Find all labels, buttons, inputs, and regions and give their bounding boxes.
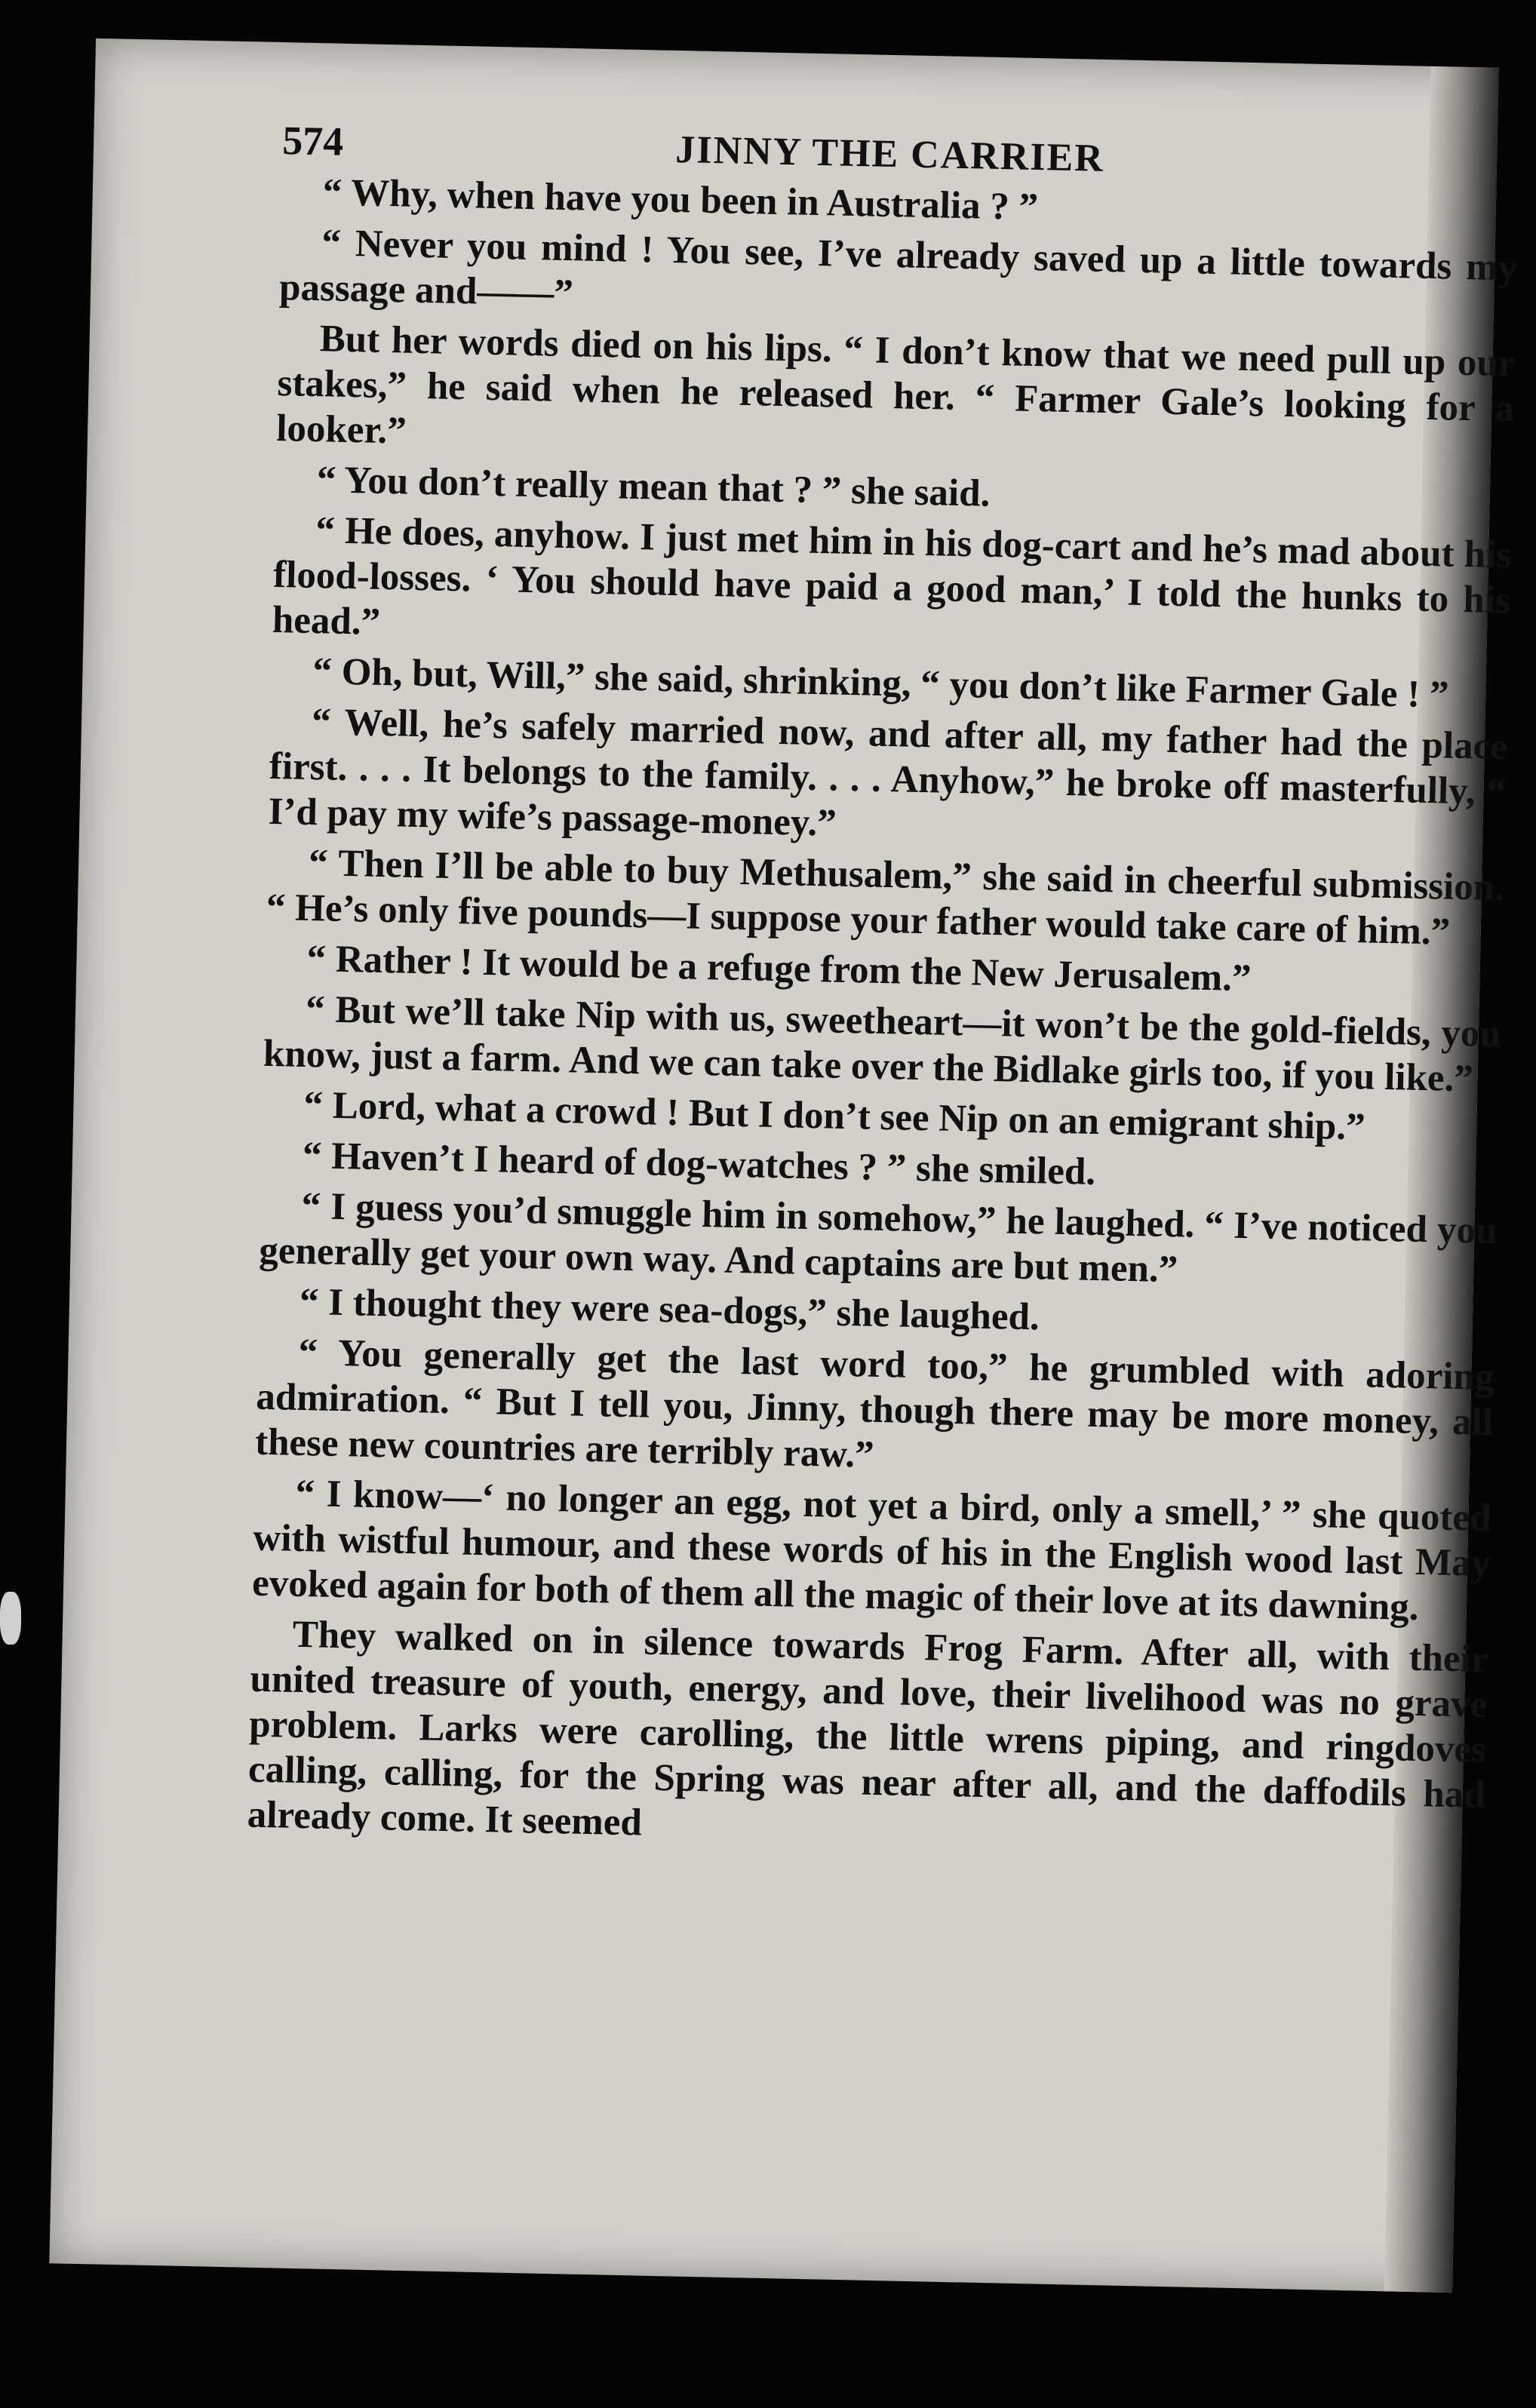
- book-page: [49, 38, 1518, 2293]
- paragraph: “ Then I’ll be able to buy Methusalem,” she said in cheerful submission. “ He’s only five pounds—I suppose your father would take care of him.”: [266, 842, 1505, 954]
- paragraph: “ I know—‘ no longer an egg, not yet a bird, only a smell,’ ” she quoted with wistful humour, and these words of his in the English wood last May evoked again for both of them all the magic of their love at its dawning.: [251, 1472, 1491, 1629]
- paragraph: “ Rather ! It would be a refuge from the New Jerusalem.”: [306, 937, 1252, 1000]
- paragraph: “ But we’ll take Nip with us, sweetheart—it won’t be the gold-fields, you know, just a farm. And we can take over the Bidlake girls too, if you like.”: [263, 987, 1502, 1101]
- paragraph: “ Haven’t I heard of dog-watches ? ” she smiled.: [302, 1134, 1096, 1193]
- paragraph: “ He does, anyhow. I just met him in his dog-cart and he’s mad about his flood-losses. ‘ You should have paid a good man,’ I told the hunks to his head.”: [272, 509, 1512, 643]
- paragraph: “ Never you mind ! You see, I’ve already saved up a little towards my passage and——”: [278, 222, 1518, 315]
- paragraph: “ I thought they were sea-dogs,” she laughed.: [299, 1280, 1040, 1339]
- paragraph: “ Well, he’s safely married now, and after all, my father had the place first. . . . It belongs to the family. . . . Anyhow,” he broke off masterfully, “ I’d pay my wife’s passage-money.”: [268, 701, 1508, 845]
- page-text-block: [247, 118, 1520, 1869]
- paragraph: “ You don’t really mean that ? ” she said.: [316, 459, 991, 515]
- paragraph: “ Why, when have you been in Australia ? ”: [322, 171, 1039, 229]
- paragraph: They walked on in silence towards Frog Farm. After all, with their united treasure of youth, energy, and love, their livelihood was no grave problem. Larks were carolling, the little wrens piping, and ringdoves calling, calling, for the Spring was near after all, and the daffodils had already come. It seemed: [247, 1613, 1489, 1844]
- page-number: 574: [281, 118, 344, 164]
- paragraph: “ Oh, but, Will,” she said, shrinking, “ you don’t like Farmer Gale ! ”: [312, 650, 1449, 717]
- body-text: [247, 169, 1519, 1863]
- paragraph: “ Lord, what a crowd ! But I don’t see Nip on an emigrant ship.”: [303, 1083, 1366, 1149]
- paragraph: But her words died on his lips. “ I don’t know that we need pull up our stakes,” he said when he released her. “ Farmer Gale’s looking for a looker.”: [275, 318, 1516, 453]
- running-head: JINNY THE CARRIER: [674, 127, 1105, 180]
- paragraph: “ You generally get the last word too,” he grumbled with adoring admiration. “ But I tell you, Jinny, though there may be more money, all these new countries are terribly raw.”: [254, 1331, 1495, 1476]
- scan-speck: [0, 1592, 21, 1645]
- paragraph: “ I guess you’d smuggle him in somehow,” he laughed. “ I’ve noticed you generally get your own way. And captains are but men.”: [258, 1184, 1498, 1292]
